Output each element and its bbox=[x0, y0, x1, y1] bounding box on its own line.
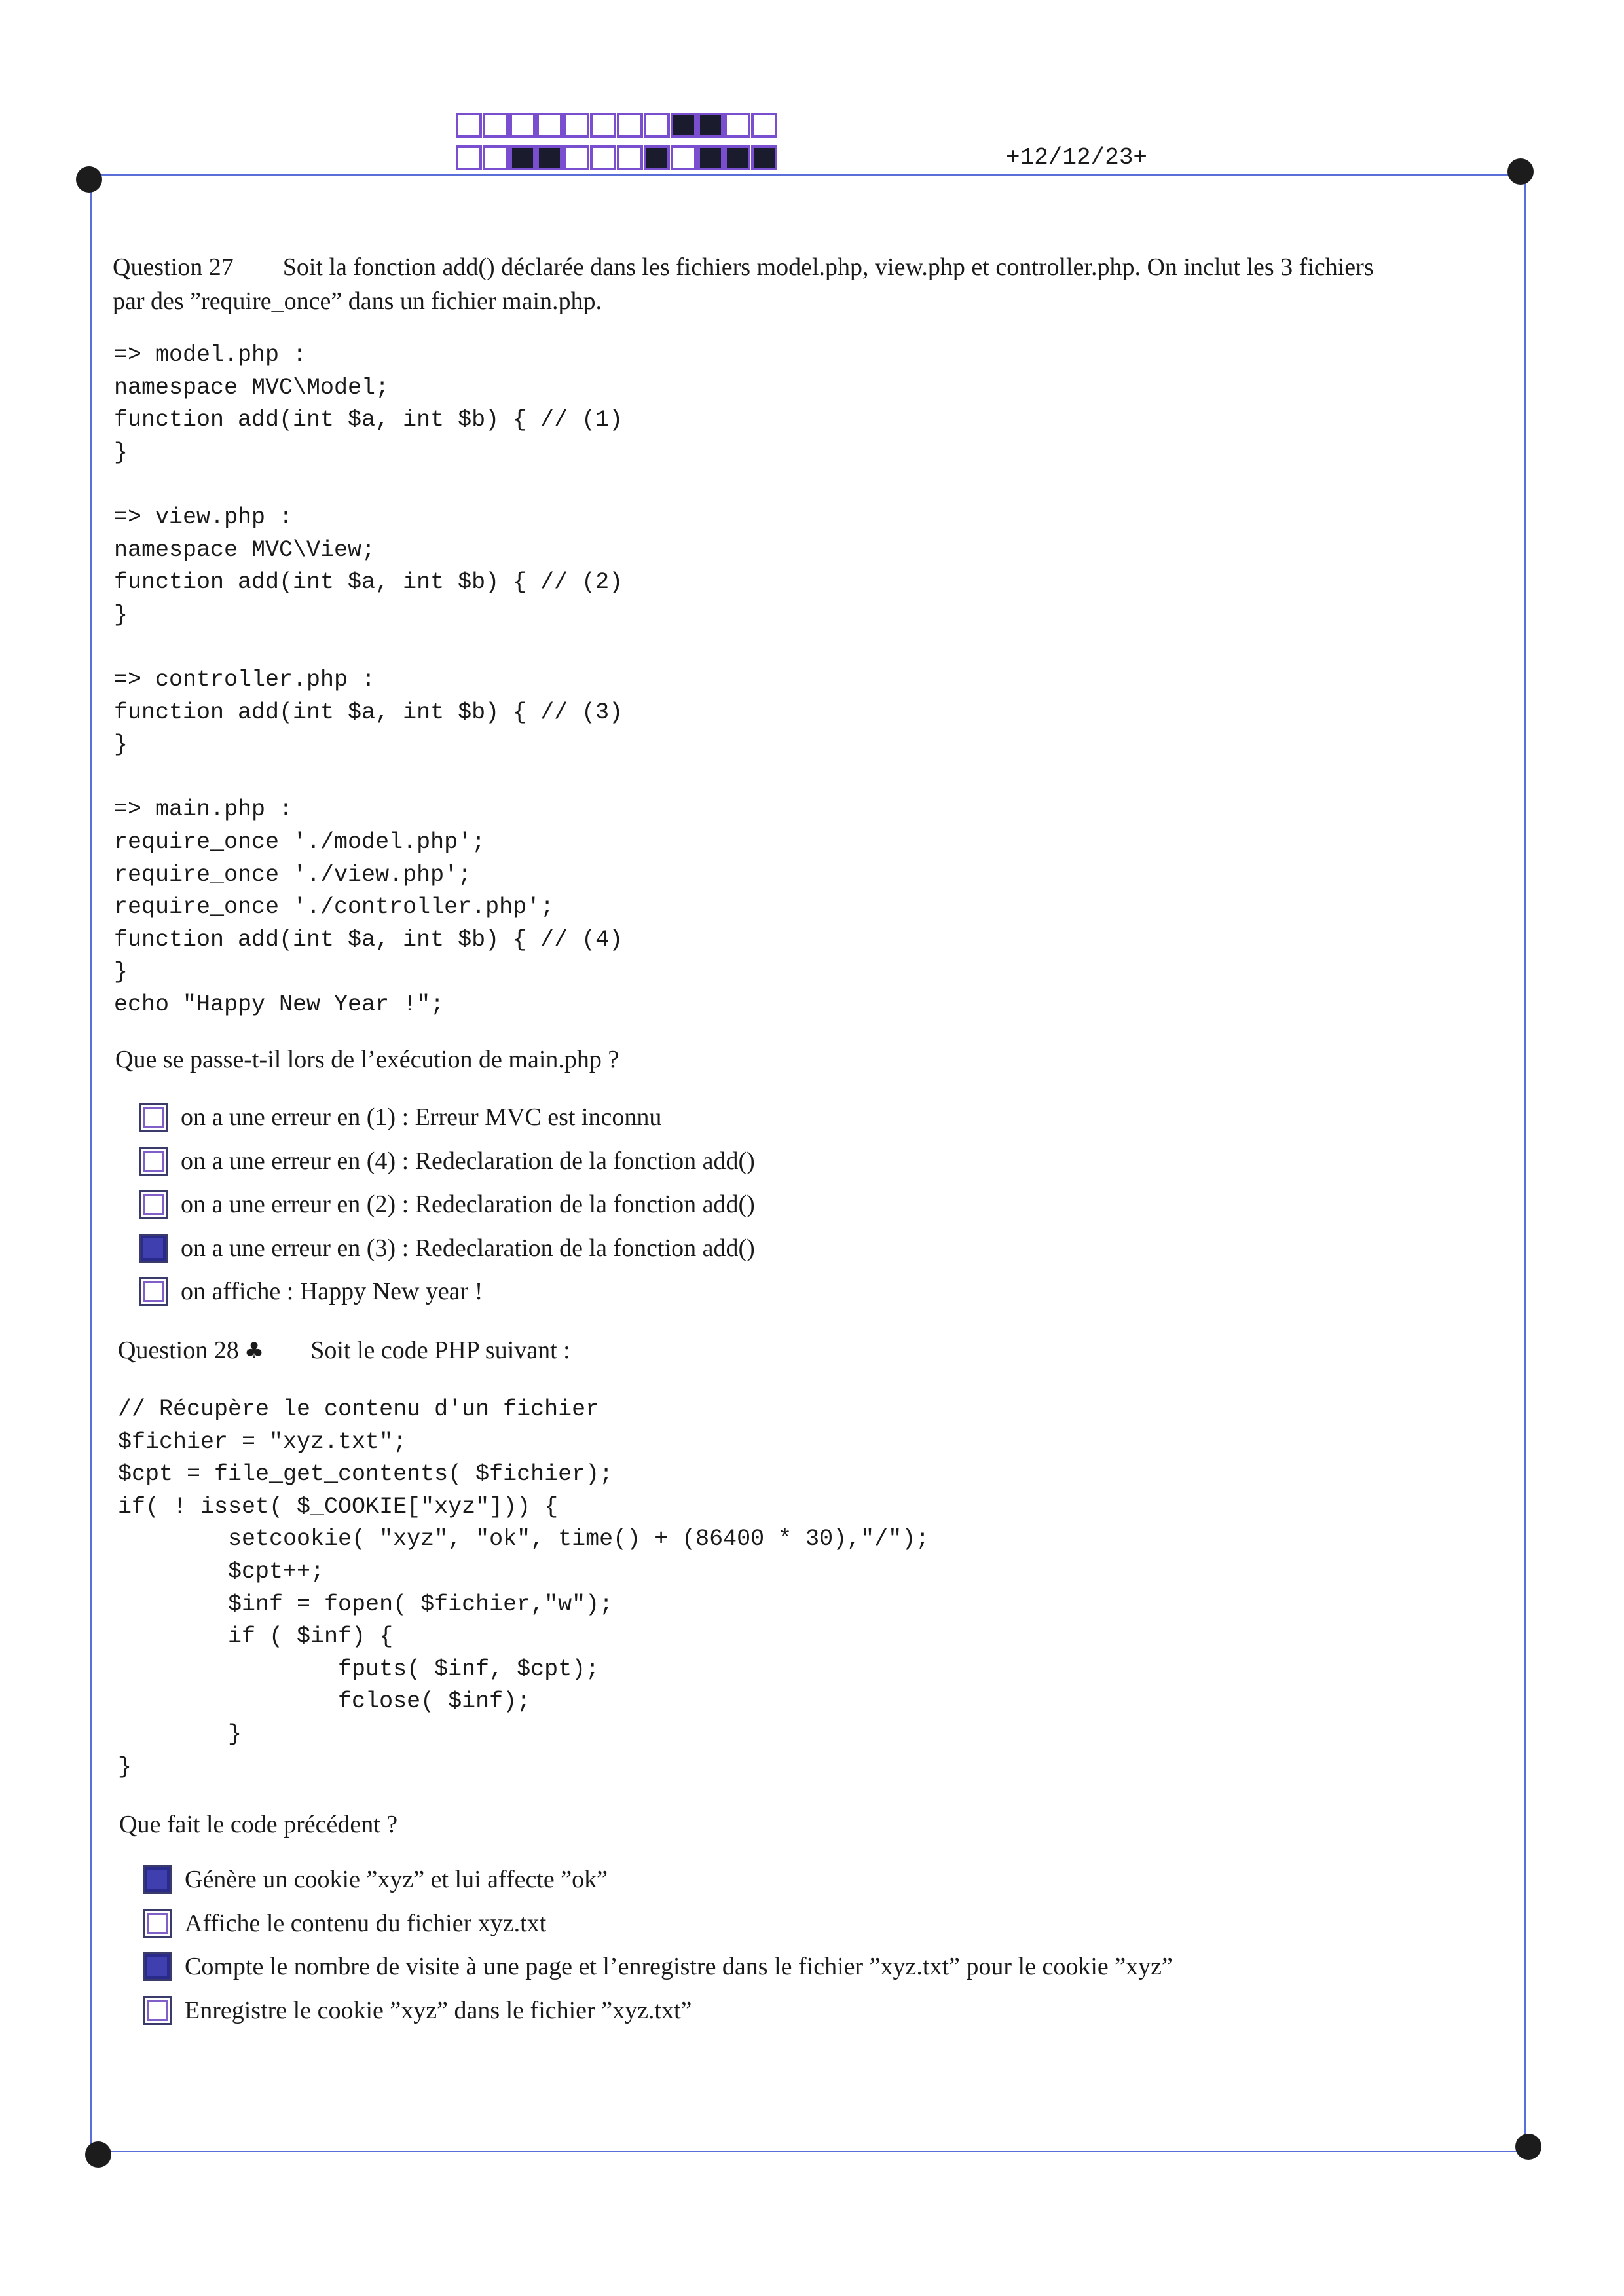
q27-answer-option[interactable] bbox=[139, 1141, 755, 1181]
barcode-cell bbox=[697, 145, 724, 170]
frame-top bbox=[92, 174, 1521, 176]
barcode-cell bbox=[590, 145, 616, 170]
q27-answer-option[interactable] bbox=[139, 1272, 483, 1311]
barcode-row-bottom bbox=[456, 145, 778, 170]
barcode-cell bbox=[617, 145, 643, 170]
q27-answer-option[interactable] bbox=[139, 1229, 755, 1268]
barcode-cell bbox=[751, 145, 777, 170]
question-27-label: Question 27 bbox=[113, 253, 234, 281]
question-28-prompt: Que fait le code précédent ? bbox=[119, 1811, 398, 1838]
checkbox-checked[interactable] bbox=[139, 1234, 168, 1263]
answer-label: Enregistre le cookie ”xyz” dans le fichier ”xyz.txt” bbox=[185, 1996, 692, 2024]
barcode-cell bbox=[644, 145, 670, 170]
q28-answer-option[interactable] bbox=[143, 1860, 608, 1899]
question-28-code: // Récupère le contenu d'un fichier $fichier = "xyz.txt"; $cpt = file_get_contents( $fichier); if( ! isset( $_COOKIE["xyz"])) { setcookie( "xyz", "ok", time() + (86400 * 30),"/"); $cpt++; $inf = fopen( $fichier,"w"); if ( $inf) { fputs( $inf, $cpt); fclose( $inf); } } bbox=[118, 1396, 930, 1780]
corner-mark-bottom-right bbox=[1515, 2134, 1541, 2160]
barcode-cell bbox=[671, 145, 697, 170]
barcode-cell bbox=[456, 113, 482, 138]
barcode-cell bbox=[563, 113, 589, 138]
barcode-cell bbox=[724, 145, 750, 170]
answer-label: on a une erreur en (2) : Redeclaration de la fonction add() bbox=[181, 1191, 755, 1218]
barcode-cell bbox=[751, 113, 777, 138]
question-27-code: => model.php : namespace MVC\Model; function add(int $a, int $b) { // (1) } => view.php : namespace MVC\View; function add(int $a, int $b) { // (2) } => controller.php : function add(int $a, int $b) { // (3) } => main.php : require_once './model.php'; require_once './view.php'; require_once './controller.php'; function add(int $a, int $b) { // (4) } echo "Happy New Year !"; bbox=[114, 342, 623, 1018]
q28-answer-option[interactable] bbox=[143, 1947, 1173, 1986]
corner-mark-top-left bbox=[76, 166, 102, 193]
barcode-cell bbox=[563, 145, 589, 170]
barcode-cell bbox=[590, 113, 616, 138]
checkbox[interactable] bbox=[143, 1996, 172, 2025]
checkbox[interactable] bbox=[139, 1147, 168, 1176]
frame-right bbox=[1524, 172, 1526, 2151]
corner-mark-bottom-left bbox=[85, 2141, 111, 2168]
question-28-label: Question 28 bbox=[118, 1337, 239, 1364]
answer-label: Génère un cookie ”xyz” et lui affecte ”ok” bbox=[185, 1866, 608, 1893]
answer-label: on a une erreur en (3) : Redeclaration de la fonction add() bbox=[181, 1234, 755, 1262]
checkbox[interactable] bbox=[143, 1909, 172, 1938]
checkbox[interactable] bbox=[139, 1103, 168, 1132]
barcode-cell bbox=[509, 113, 536, 138]
checkbox[interactable] bbox=[139, 1190, 168, 1219]
frame-bottom bbox=[98, 2151, 1527, 2152]
q27-answer-option[interactable] bbox=[139, 1185, 755, 1224]
frame-left bbox=[90, 177, 92, 2152]
checkbox-checked[interactable] bbox=[143, 1865, 172, 1894]
barcode-cell bbox=[671, 113, 697, 138]
checkbox-checked[interactable] bbox=[143, 1952, 172, 1981]
checkbox[interactable] bbox=[139, 1277, 168, 1306]
barcode-cell bbox=[697, 113, 724, 138]
barcode-cell bbox=[483, 113, 509, 138]
barcode-cell bbox=[644, 113, 670, 138]
answer-label: on a une erreur en (1) : Erreur MVC est inconnu bbox=[181, 1103, 662, 1131]
barcode-cell bbox=[724, 113, 750, 138]
page-id: +12/12/23+ bbox=[1006, 144, 1148, 171]
barcode-cell bbox=[536, 113, 563, 138]
answer-label: Affiche le contenu du fichier xyz.txt bbox=[185, 1909, 547, 1937]
question-27-prompt: Que se passe-t-il lors de l’exécution de main.php ? bbox=[115, 1046, 619, 1073]
q28-answer-option[interactable] bbox=[143, 1991, 692, 2030]
barcode-cell bbox=[617, 113, 643, 138]
question-27-text: Soit la fonction add() déclarée dans les fichiers model.php, view.php et controller.php. On inclut les 3 fichiers bbox=[282, 253, 1374, 281]
answer-label: Compte le nombre de visite à une page et l’enregistre dans le fichier ”xyz.txt” pour le cookie ”xyz” bbox=[185, 1953, 1173, 1980]
corner-mark-top-right bbox=[1507, 158, 1534, 185]
barcode-cell bbox=[456, 145, 482, 170]
q28-answer-option[interactable] bbox=[143, 1904, 546, 1943]
q27-answer-option[interactable] bbox=[139, 1098, 661, 1137]
question-27-header bbox=[113, 250, 1507, 284]
question-27-text-line2: par des ”require_once” dans un fichier main.php. bbox=[113, 287, 602, 315]
answer-label: on a une erreur en (4) : Redeclaration de la fonction add() bbox=[181, 1147, 755, 1175]
question-28-text: Soit le code PHP suivant : bbox=[310, 1337, 570, 1364]
club-icon: ♣ bbox=[244, 1338, 265, 1364]
answer-label: on affiche : Happy New year ! bbox=[181, 1278, 483, 1305]
barcode-row-top bbox=[456, 113, 778, 138]
barcode-cell bbox=[509, 145, 536, 170]
question-28-header bbox=[118, 1333, 570, 1368]
barcode-cell bbox=[536, 145, 563, 170]
barcode-cell bbox=[483, 145, 509, 170]
